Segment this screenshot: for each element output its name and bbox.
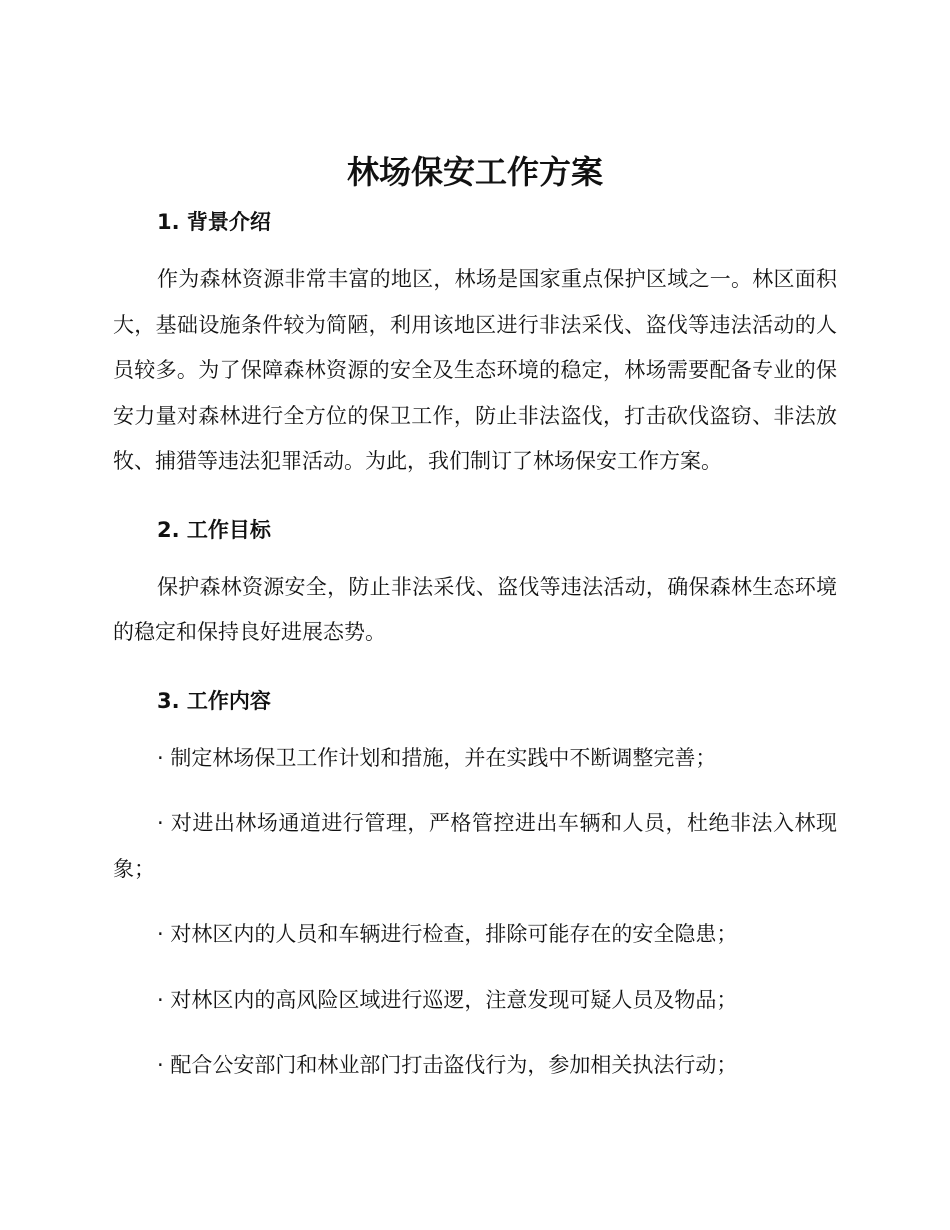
section-heading-goals: 2. 工作目标 — [157, 517, 271, 542]
goals-paragraph: 保护森林资源安全，防止非法采伐、盗伐等违法活动，确保森林生态环境的稳定和保持良好进展态势。 — [113, 574, 837, 644]
background-paragraph: 作为森林资源非常丰富的地区，林场是国家重点保护区域之一。林区面积大，基础设施条件较为简陋，利用该地区进行非法采伐、盗伐等违法活动的人员较多。为了保障森林资源的安全及生态环境的稳定，林场需要配备专业的保安力量对森林进行全方位的保卫工作，防止非法盗伐，打击砍伐盗窃、非法放牧、捕猎等违法犯罪活动。为此，我们制订了林场保安工作方案。 — [113, 267, 837, 473]
content-list-item: · 对进出林场通道进行管理，严格管控进出车辆和人员，杜绝非法入林现象； — [113, 811, 837, 881]
section-heading-background: 1. 背景介绍 — [157, 210, 271, 234]
section-heading-content: 3. 工作内容 — [157, 688, 271, 713]
content-list-item: · 制定林场保卫工作计划和措施，并在实践中不断调整完善； — [157, 745, 717, 770]
document-title: 林场保安工作方案 — [346, 153, 603, 191]
content-list-item: · 对林区内的人员和车辆进行检查，排除可能存在的安全隐患； — [157, 922, 738, 946]
content-list-item: · 配合公安部门和林业部门打击盗伐行为，参加相关执法行动； — [157, 1053, 738, 1077]
document-body — [113, 203, 837, 1089]
content-list-item: · 对林区内的高风险区域进行巡逻，注意发现可疑人员及物品； — [157, 987, 738, 1012]
